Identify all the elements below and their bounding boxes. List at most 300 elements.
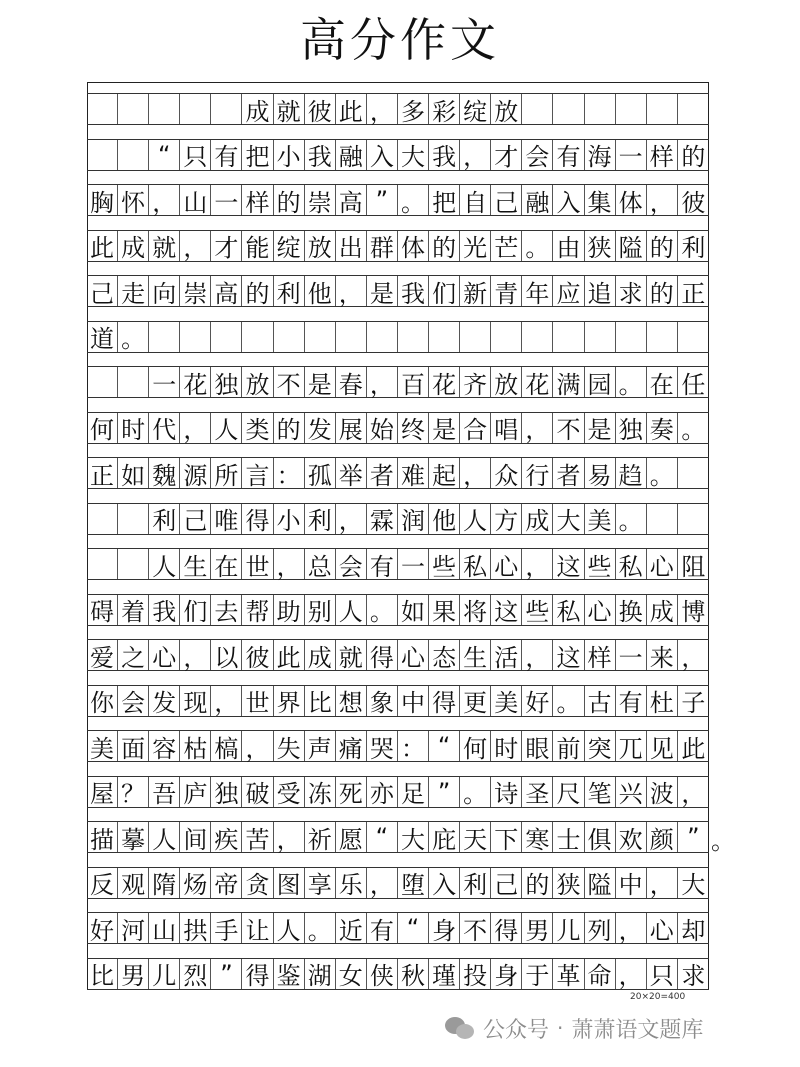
grid-cell [616,322,647,352]
grid-cell: 这 [491,595,522,625]
grid-cell: “ [398,913,429,943]
grid-cell: 别 [305,595,336,625]
grid-cell: 得 [429,686,460,716]
grid-cell: 是 [305,367,336,397]
grid-cell: 。 [367,595,398,625]
grid-cell: 得 [242,504,273,534]
grid-cell: 彼 [305,94,336,124]
grid-cell: 体 [398,231,429,261]
grid-cell: 屋 [87,777,118,807]
grid-cell: 尺 [553,777,584,807]
grid-cell: 大 [398,140,429,170]
grid-cell [647,504,678,534]
grid-cell: 此 [274,640,305,670]
essay-line [87,821,709,853]
grid-cell: 隘 [616,231,647,261]
grid-cell: ， [616,959,647,989]
grid-cell: 样 [242,185,273,215]
grid-cell: 身 [491,959,522,989]
grid-cell: 放 [491,94,522,124]
grid-cell [87,504,118,534]
grid-cell: 。 [305,913,336,943]
grid-cell: 人 [460,504,491,534]
grid-cell: 彩 [429,94,460,124]
grid-cell: 私 [616,549,647,579]
grid-cell: 此 [87,231,118,261]
grid-cell: 槁 [211,731,242,761]
grid-cell: 会 [336,549,367,579]
grid-cell: 。 [398,185,429,215]
grid-cell: 样 [647,140,678,170]
grid-cell: 容 [149,731,180,761]
grid-cell: 绽 [460,94,491,124]
grid-cell: 道 [87,322,118,352]
grid-cell: 着 [118,595,149,625]
grid-cell: 此 [681,734,706,763]
grid-cell: 枯 [180,731,211,761]
grid-cell: 求 [681,962,706,990]
grid-cell [211,94,242,124]
grid-cell: 死 [336,777,367,807]
grid-cell: 以 [211,640,242,670]
grid-cell: 一 [398,549,429,579]
grid-cell: 眼 [522,731,553,761]
grid-cell: 。 [118,322,149,352]
grid-cell: 。 [460,777,491,807]
grid-cell: 举 [336,458,367,488]
grid-cell: 代 [149,413,180,443]
grid-cell: 一 [211,185,242,215]
grid-cell [678,458,709,488]
grid-cell: 的 [274,185,305,215]
essay-title-row [87,93,709,125]
grid-cell: 者 [553,458,584,488]
grid-cell: 唱 [491,413,522,443]
grid-cell: 隋 [149,868,180,898]
grid-cell: 得 [242,959,273,989]
grid-cell: ， [616,913,647,943]
grid-cell: 放 [305,231,336,261]
grid-cell: 易 [585,458,616,488]
grid-cell: 体 [616,185,647,215]
grid-cell: 光 [460,231,491,261]
essay-line [87,548,709,580]
grid-cell: 百 [398,367,429,397]
grid-cell: ” [687,823,700,851]
grid-cell: 儿 [553,913,584,943]
grid-cell: 崇 [305,185,336,215]
grid-cell: 胸 [87,185,118,215]
essay-line [87,685,709,717]
grid-cell: 成 [305,640,336,670]
grid-cell: 祈 [305,822,336,852]
grid-cell: ” [211,959,242,989]
grid-cell: 声 [305,731,336,761]
grid-cell: 描 [87,822,118,852]
grid-cell: 融 [336,140,367,170]
grid-cell: 成 [242,94,273,124]
grid-cell: 何 [460,731,491,761]
grid-cell: 帮 [242,595,273,625]
grid-cell: 下 [491,822,522,852]
grid-cell: ， [681,780,706,808]
grid-cell [585,322,616,352]
grid-cell: 难 [398,458,429,488]
grid-cell: 我 [429,140,460,170]
grid-cell: 海 [585,140,616,170]
grid-cell [553,322,584,352]
grid-cell: 小 [274,504,305,534]
grid-cell: 花 [429,367,460,397]
grid-cell: 庐 [180,777,211,807]
grid-cell: 群 [367,231,398,261]
grid-cell: 山 [180,185,211,215]
grid-cell: 子 [681,689,706,717]
grid-cell: 走 [118,276,149,306]
grid-cell: 高 [211,276,242,306]
grid-cell: 齐 [460,367,491,397]
essay-line [87,639,709,671]
grid-cell: 瑾 [429,959,460,989]
grid-cell: 孤 [305,458,336,488]
grid-cell: 是 [429,413,460,443]
grid-cell: 成 [522,504,553,534]
grid-cell: 不 [274,367,305,397]
grid-cell: 时 [118,413,149,443]
essay-line [87,503,709,535]
grid-cell: 女 [336,959,367,989]
grid-cell: 寒 [522,822,553,852]
grid-cell: 有 [211,140,242,170]
grid-cell: 。 [616,367,647,397]
grid-cell: 山 [149,913,180,943]
grid-cell: 狭 [553,868,584,898]
grid-cell: 河 [118,913,149,943]
grid-cell: 如 [118,458,149,488]
grid-cell: 就 [274,94,305,124]
grid-cell [460,322,491,352]
grid-cell: ， [180,640,211,670]
grid-cell: 类 [242,413,273,443]
grid-cell: 我 [305,140,336,170]
grid-cell: 的 [274,413,305,443]
grid-cell [367,322,398,352]
grid-cell [87,94,118,124]
grid-cell: 不 [553,413,584,443]
grid-cell: 更 [460,686,491,716]
grid-cell: 态 [429,640,460,670]
grid-cell: 男 [522,913,553,943]
grid-cell: 吾 [149,777,180,807]
grid-cell: 趋 [616,458,647,488]
grid-cell: 面 [118,731,149,761]
grid-cell: 小 [274,140,305,170]
grid-cell: 就 [336,640,367,670]
grid-cell: 大 [681,871,706,899]
grid-cell: 有 [367,549,398,579]
grid-cell: 向 [149,276,180,306]
grid-cell: 言 [242,458,273,488]
grid-cell: 我 [398,276,429,306]
grid-cell: 些 [522,595,553,625]
grid-cell: 人 [336,595,367,625]
overflow-punctuation: 。 [711,827,735,855]
grid-cell: 心 [398,640,429,670]
grid-cell: 发 [149,686,180,716]
essay-line [87,230,709,262]
grid-cell: 新 [460,276,491,306]
grid-cell: 利 [681,234,706,262]
grid-cell: 足 [398,777,429,807]
grid-cell: 时 [491,731,522,761]
grid-cell: 发 [305,413,336,443]
grid-cell: 自 [460,185,491,215]
grid-cell: 界 [274,686,305,716]
grid-cell: 笔 [585,777,616,807]
grid-cell: ， [522,549,553,579]
grid-cell [274,322,305,352]
essay-line [87,730,709,762]
grid-cell: 奏 [647,413,678,443]
grid-cell: 魏 [149,458,180,488]
grid-cell: 象 [367,686,398,716]
grid-cell: 比 [87,959,118,989]
grid-cell: 大 [398,822,429,852]
grid-cell: 狭 [585,231,616,261]
grid-cell: 阻 [681,552,706,581]
grid-cell: 近 [336,913,367,943]
grid-cell: 大 [553,504,584,534]
grid-cell: 心 [585,595,616,625]
grid-cell: 润 [398,504,429,534]
grid-cell: 把 [429,185,460,215]
grid-cell: 世 [242,549,273,579]
grid-cell: 哭 [367,731,398,761]
grid-cell: 任 [681,370,706,399]
grid-cell: 冻 [305,777,336,807]
grid-cell [118,549,149,579]
essay-line [87,139,709,171]
grid-cell: 人 [274,913,305,943]
grid-cell: 一 [616,640,647,670]
grid-cell: 的 [522,868,553,898]
grid-cell: 会 [118,686,149,716]
grid-cell: 入 [367,140,398,170]
grid-cell [305,322,336,352]
grid-cell: 样 [585,640,616,670]
essay-line [87,958,709,990]
grid-cell [491,322,522,352]
grid-cell: 方 [491,504,522,534]
grid-cell: 侠 [367,959,398,989]
grid-cell: ， [242,731,273,761]
essay-line [87,594,709,626]
grid-cell: 让 [242,913,273,943]
grid-cell: 的 [647,276,678,306]
grid-cell: ， [647,185,678,215]
grid-cell: 颜 [647,822,678,852]
grid-cell: 失 [274,731,305,761]
grid-cell: 的 [242,276,273,306]
grid-cell: 投 [460,959,491,989]
grid-cell: 疾 [211,822,242,852]
grid-cell: 的 [681,143,706,171]
grid-cell: 烈 [180,959,211,989]
grid-cell: 受 [274,777,305,807]
grid-cell: 独 [211,367,242,397]
grid-cell: 天 [460,822,491,852]
grid-cell: 革 [553,959,584,989]
grid-cell: 彼 [681,188,706,217]
grid-cell: 崇 [180,276,211,306]
grid-cell: 终 [398,413,429,443]
grid-cell: 的 [647,231,678,261]
grid-cell: 己 [87,276,118,306]
grid-cell: 列 [585,913,616,943]
grid-cell: 去 [211,595,242,625]
essay-line [87,321,709,353]
grid-cell: 堕 [398,868,429,898]
grid-cell [149,322,180,352]
grid-cell: 年 [522,276,553,306]
grid-cell: 命 [585,959,616,989]
grid-cell: ， [180,413,211,443]
grid-cell: 。 [681,416,706,444]
grid-cell: 求 [616,276,647,306]
grid-cell: 有 [367,913,398,943]
grid-cell: 行 [522,458,553,488]
grid-cell: 把 [242,140,273,170]
grid-cell: ， [274,549,305,579]
grid-cell: 唯 [211,504,242,534]
watermark [445,1010,703,1046]
grid-cell: 。 [616,504,647,534]
grid-cell [522,94,553,124]
composition-sheet [87,82,709,990]
grid-cell: 助 [274,595,305,625]
grid-cell: 成 [118,231,149,261]
grid-cell: 中 [616,868,647,898]
grid-cell: 炀 [180,868,211,898]
grid-cell: ， [211,686,242,716]
grid-cell: 湖 [305,959,336,989]
essay-line [87,412,709,444]
grid-cell: 我 [149,595,180,625]
grid-cell: 己 [180,504,211,534]
grid-cell: 绽 [274,231,305,261]
page-title: 高分作文 [300,13,500,67]
grid-cell: 世 [242,686,273,716]
grid-cell: 正 [681,279,706,308]
grid-cell: 人 [149,549,180,579]
grid-cell [180,322,211,352]
grid-cell: 波 [647,777,678,807]
grid-cell: 多 [398,94,429,124]
grid-cell: 者 [367,458,398,488]
grid-cell: ， [149,185,180,215]
grid-cell: ， [460,140,491,170]
grid-cell: 能 [242,231,273,261]
grid-cell: 心 [647,549,678,579]
grid-cell: 碍 [87,595,118,625]
grid-cell: 身 [429,913,460,943]
grid-caption: 20×20=400 [630,992,686,1002]
grid-cell: ， [647,868,678,898]
grid-cell: 人 [149,822,180,852]
grid-cell: 男 [118,959,149,989]
grid-cell: 是 [367,276,398,306]
grid-cell: 爱 [87,640,118,670]
grid-cell: 总 [305,549,336,579]
grid-cell [585,94,616,124]
grid-cell: 成 [647,595,678,625]
grid-cell [553,94,584,124]
grid-cell: 帝 [211,868,242,898]
grid-cell: ， [522,640,553,670]
grid-cell: 愿 [336,822,367,852]
grid-cell: ， [367,868,398,898]
grid-cell: 生 [460,640,491,670]
grid-cell: 之 [118,640,149,670]
grid-cell: 私 [553,595,584,625]
grid-cell [149,94,180,124]
grid-cell [211,322,242,352]
grid-cell: 才 [211,231,242,261]
grid-cell [678,322,709,352]
grid-cell: 只 [647,959,678,989]
grid-cell [336,322,367,352]
grid-cell: 兀 [616,731,647,761]
grid-cell: 摹 [118,822,149,852]
grid-cell: 换 [616,595,647,625]
grid-cell: 诗 [491,777,522,807]
grid-cell [678,94,709,124]
grid-cell: 现 [180,686,211,716]
grid-cell: 圣 [522,777,553,807]
grid-cell: 园 [585,367,616,397]
grid-cell: 贪 [242,868,273,898]
grid-cell: 一 [149,367,180,397]
grid-cell: 霖 [367,504,398,534]
grid-cell: 秋 [398,959,429,989]
grid-cell: 观 [118,868,149,898]
essay-line [87,457,709,489]
grid-cell [87,140,118,170]
essay-line [87,867,709,899]
grid-cell: 亦 [367,777,398,807]
grid-cell: 有 [553,140,584,170]
grid-cell: ， [367,94,398,124]
grid-cell: 源 [180,458,211,488]
grid-cell: 只 [180,140,211,170]
grid-cell: 活 [491,640,522,670]
grid-cell: 在 [647,367,678,397]
grid-cell: 突 [585,731,616,761]
grid-cell: 美 [491,686,522,716]
grid-cell [242,322,273,352]
grid-cell [398,322,429,352]
grid-cell: 起 [429,458,460,488]
grid-cell: 展 [336,413,367,443]
grid-cell: 怀 [118,185,149,215]
grid-cell: 却 [681,916,706,945]
grid-cell: 得 [367,640,398,670]
grid-cell: 春 [336,367,367,397]
grid-cell: 出 [336,231,367,261]
grid-cell: 何 [87,413,118,443]
grid-cell [616,94,647,124]
essay-line [87,912,709,944]
